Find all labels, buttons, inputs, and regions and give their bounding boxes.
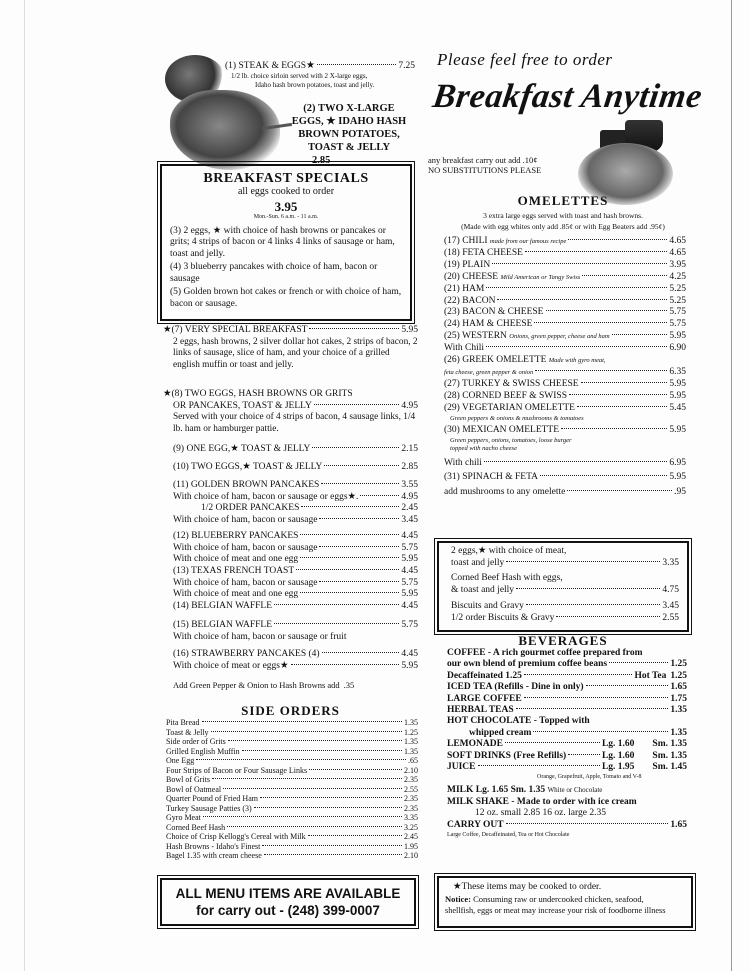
side-order-item: One Egg .65 xyxy=(166,756,418,765)
item-16: (16) STRAWBERRY PANCAKES (4) 4.45 With choice of meat or eggs★ 5.95 xyxy=(173,649,418,671)
item-15: (15) BELGIAN WAFFLE 5.75 With choice of ham, bacon or sausage or fruit xyxy=(173,620,418,642)
special-item-4: (4) 3 blueberry pancakes with choice of ham, bacon or sausage xyxy=(170,262,378,284)
side-order-item: Quarter Pound of Fried Ham 2.35 xyxy=(166,794,418,803)
add-green-pepper: Add Green Pepper & Onion to Hash Browns add .35 xyxy=(173,680,355,690)
item-10: (10) TWO EGGS,★ TOAST & JELLY 2.85 xyxy=(173,462,418,472)
please-order-text: Please feel free to order xyxy=(437,50,613,69)
side-orders-title: SIDE ORDERS xyxy=(241,703,340,718)
omelettes-title: OMELETTES xyxy=(517,193,609,208)
item-7: ★(7) VERY SPECIAL BREAKFAST 5.95 2 eggs, hash browns, 2 silver dollar hot cakes, 2 strips of bacon, 2 links of sausage, slice of ham, and your choice of a grilled english muffin or toast and jelly. xyxy=(163,325,418,370)
beverages-title: BEVERAGES xyxy=(518,633,608,648)
notice-box: ★These items may be cooked to order. Notice: Consuming raw or undercooked chicken, seafood, shellfish, eggs or meat may increase your risk of foodborne illness xyxy=(437,876,693,928)
special-item-5: (5) Golden brown hot cakes or french or with choice of ham, bacon or sausage. xyxy=(170,287,402,309)
special-item-3: (3) 2 eggs, ★ with choice of hash browns or pancakes or grits; 4 strips of bacon or 4 links 4 links of sausage or ham, toast and jelly. xyxy=(170,225,395,259)
side-order-item: Hash Browns - Idaho's Finest 1.95 xyxy=(166,841,418,851)
specials-price: 3.95 xyxy=(274,198,298,214)
item-14: (14) BELGIAN WAFFLE 4.45 xyxy=(173,601,418,611)
side-order-item: Pita Bread 1.35 xyxy=(166,718,418,727)
side-order-item: Grilled English Muffin 1.35 xyxy=(166,746,418,756)
eggs-biscuits-box: 2 eggs,★ with choice of meat, toast and jelly 3.35 Corned Beef Hash with eggs, & toast and jelly 4.75 Biscuits and Gravy 3.45 1/2 order Biscuits & Gravy 2.55 xyxy=(437,541,689,632)
page-edge-right xyxy=(731,0,732,971)
item-13: (13) TEXAS FRENCH TOAST 4.45 With choice of ham, bacon or sausage 5.75 With choice of meat and one egg 5.95 xyxy=(173,566,418,599)
side-order-item: Bowl of Oatmeal 2.55 xyxy=(166,784,418,794)
steak-eggs-image xyxy=(170,90,280,170)
two-xlarge-eggs-item: (2) TWO X-LARGE EGGS, ★ IDAHO HASH BROWN POTATOES, TOAST & JELLY 2.85 xyxy=(291,103,407,166)
beverages-list: COFFEE - A rich gourmet coffee prepared from our own blend of premium coffee beans 1.25 Decaffeinated 1.25 Hot Tea 1.25 ICED TEA (Refills - Dine in only) 1.65 LARGE COFFEE 1.75 HERBAL TEAS 1.35 HOT CHOCOLATE - Topped with whipped cream 1.35 LEMONADE Lg. 1.60 Sm. 1.35 SOFT DRINKS (Free Refills) Lg. 1.60 Sm. 1.35 JUICE Lg. 1.95 Sm. 1.45 Orange, Grapefruit, Apple, Tomato and V-8 MILK Lg. 1.65 Sm. 1.35 White or Chocolate MILK SHAKE - Made to order with ice cream 12 oz. small 2.85 16 oz. large 2.35 CARRY OUT 1.65 Large Coffee, Decaffeinated, Tea or Hot Chocolate xyxy=(447,648,687,839)
side-order-item: Four Strips of Bacon or Four Sausage Links 2.10 xyxy=(166,765,418,775)
omelettes-list: (17) CHILI made from our famous recipe 4.65 (18) FETA CHEESE 4.65 (19) PLAIN 3.95 (20) CHEESE Mild American or Tangy Swiss 4.25 (21) HAM 5.25 (22) BACON 5.25 (23) BACON & CHEESE 5.75 (24) HAM & CHEESE 5.75 (25) WESTERN Onions, green pepper, cheese and ham 5.95 With Chili 6.90 (26) GREEK OMELETTE Made with gyro meat, feta cheese, green pepper & onion 6.35 (27) TURKEY & SWISS CHEESE 5.95 (28) CORNED BEEF & SWISS 5.95 (29) VEGETARIAN OMELETTE 5.45 Green peppers & onions & mushrooms & tomatoes (30) MEXICAN OMELETTE 5.95 Green peppers, onions, tomatoes, loose burger topped with nacho cheese With chili 6.95 (31) SPINACH & FETA 5.95 add mushrooms to any omelette .95 xyxy=(444,236,686,498)
steak-desc-1: 1/2 lb. choice sirloin served with 2 X-large eggs, xyxy=(231,72,368,80)
side-orders-list xyxy=(166,718,418,861)
carry-out-box: ALL MENU ITEMS ARE AVAILABLE for carry out - (248) 399-0007 xyxy=(160,878,416,926)
specials-hours: Mon.-Sun. 6 a.m. - 11 a.m. xyxy=(253,214,319,220)
side-order-item: Bowl of Grits 2.35 xyxy=(166,775,418,784)
carryout-note: any breakfast carry out add .10¢ NO SUBSTITUTIONS PLEASE xyxy=(428,155,542,175)
side-order-item: Gyro Meat 3.35 xyxy=(166,813,418,822)
side-order-item: Choice of Crisp Kellogg's Cereal with Milk 2.45 xyxy=(166,832,418,841)
breakfast-anytime-title: Breakfast Anytime xyxy=(430,78,705,115)
page-edge-left xyxy=(24,0,25,971)
specials-subtitle: all eggs cooked to order xyxy=(237,186,335,197)
steak-desc-2: Idaho hash brown potatoes, toast and jelly. xyxy=(255,81,375,89)
side-order-item: Bagel 1.35 with cream cheese 2.10 xyxy=(166,851,418,860)
item-9: (9) ONE EGG,★ TOAST & JELLY 2.15 xyxy=(173,444,418,454)
side-order-item: Corned Beef Hash 3.25 xyxy=(166,822,418,832)
side-order-item: Side order of Grits 1.35 xyxy=(166,737,418,746)
item-11: (11) GOLDEN BROWN PANCAKES 3.55 With choice of ham, bacon or sausage or eggs★. 4.95 1/2 ORDER PANCAKES 2.45 With choice of ham, bacon or sausage 3.45 xyxy=(173,480,418,525)
side-order-item: Toast & Jelly 1.25 xyxy=(166,727,418,737)
side-order-item: Turkey Sausage Patties (3) 2.35 xyxy=(166,803,418,813)
steak-eggs-item: (1) STEAK & EGGS★ 7.25 1/2 lb. choice sirloin served with 2 X-large eggs, Idaho hash brown potatoes, toast and jelly. xyxy=(225,60,415,89)
item-12: (12) BLUEBERRY PANCAKES 4.45 With choice of ham, bacon or sausage 5.75 With choice of meat and one egg 5.95 xyxy=(173,531,418,564)
omelettes-subtitle: 3 extra large eggs served with toast and hash browns. (Made with egg whites only add .85¢ or with Egg Beaters add .95¢) xyxy=(461,211,665,231)
specials-title: BREAKFAST SPECIALS xyxy=(203,171,369,186)
breakfast-specials-box xyxy=(160,164,412,321)
item-8: ★(8) TWO EGGS, HASH BROWNS OR GRITS OR PANCAKES, TOAST & JELLY 4.95 Served with your choice of 4 strips of bacon, 4 sausage links, 1/4 lb. ham or hamburger pattie. xyxy=(163,389,418,434)
